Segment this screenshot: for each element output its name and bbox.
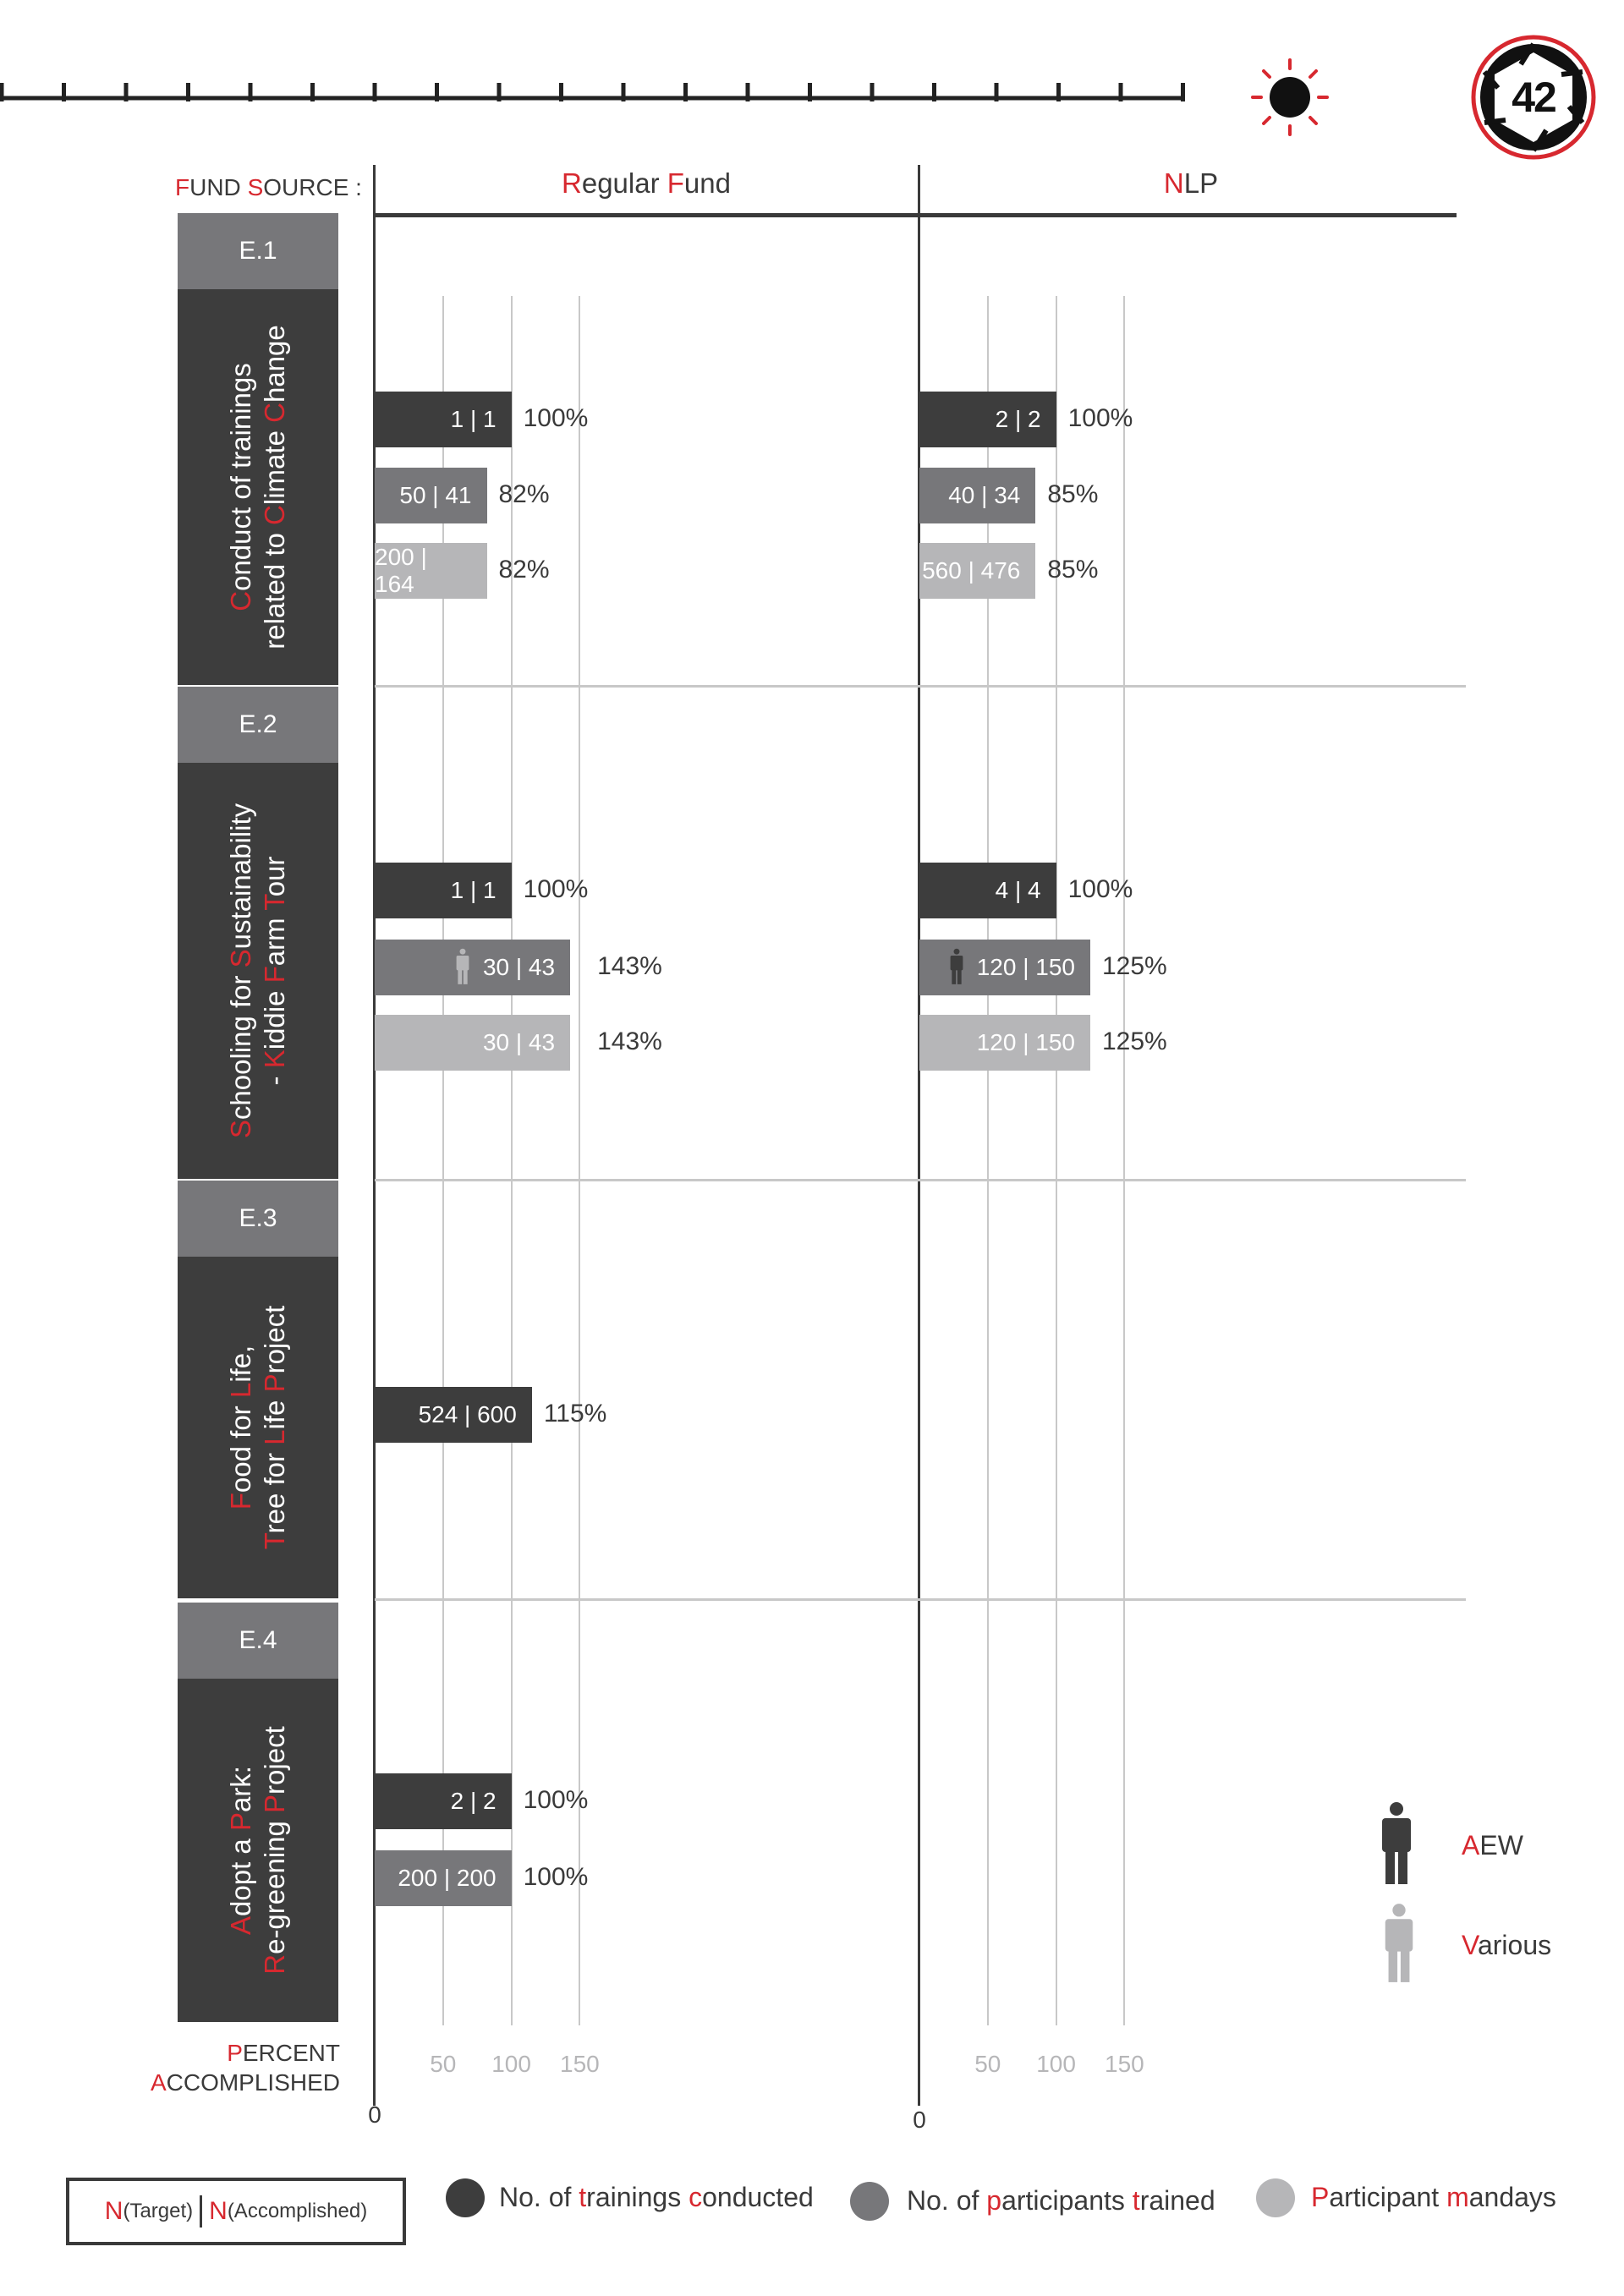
- y-axis-nlp: [918, 165, 920, 2106]
- category-label-e4: Adopt a Park: Re-greening Project: [225, 1726, 290, 1975]
- section-separator-3: [375, 1598, 1466, 1601]
- sun-icon: [1248, 55, 1332, 140]
- header-rule: [374, 213, 1457, 217]
- person-icon-dark: [1377, 1801, 1416, 1886]
- bar-value-label: 30 | 43: [482, 954, 556, 980]
- section-separator-2: [375, 1179, 1466, 1181]
- bar-percent-label: 100%: [523, 1863, 589, 1891]
- column-header-nlp: NLP: [1163, 167, 1219, 199]
- bar-value-label: 1 | 1: [450, 877, 497, 903]
- section-separator-1: [375, 685, 1466, 688]
- category-panel-e1: [178, 289, 338, 685]
- legend-dot-participants: [850, 2182, 889, 2221]
- bar-percent-label: 125%: [1102, 1027, 1167, 1055]
- category-panel-e2: [178, 763, 338, 1179]
- icon-legend-aew: [1377, 1801, 1416, 1890]
- bar-value-label: 30 | 43: [482, 1029, 556, 1055]
- x-zero-label-regular-fund: 0: [368, 2101, 381, 2128]
- bar-value-label: 50 | 41: [399, 482, 472, 508]
- bar-E1-regular-m: [375, 543, 487, 599]
- bar-percent-label: 82%: [498, 556, 550, 584]
- category-label-e3: Food for Life, Tree for Life Project: [225, 1305, 290, 1550]
- bar-percent-label: 143%: [597, 952, 662, 980]
- legend-label-trainings: No. of trainings conducted: [499, 2182, 814, 2212]
- bar-E2-regular-m: [375, 1015, 570, 1071]
- category-tab-e3: E.3: [178, 1181, 338, 1257]
- bar-E1-nlp-t: [919, 392, 1056, 447]
- bar-E2-nlp-p: [919, 940, 1090, 995]
- x-tick-label-nlp-150: 150: [1105, 2051, 1144, 2077]
- bar-E2-regular-p: [375, 940, 570, 995]
- x-tick-label-nlp-50: 50: [974, 2051, 1001, 2077]
- bar-value-label: 200 | 164: [375, 544, 427, 597]
- person-icon-dark: [948, 945, 965, 994]
- page-number: 42: [1512, 74, 1555, 121]
- key-box: N (Target) N (Accomplished): [66, 2178, 406, 2245]
- legend-dot-mandays: [1256, 2178, 1295, 2217]
- gridline-regular-fund-150: [579, 296, 580, 2025]
- percent-accomplished-label: PERCENT ACCOMPLISHED: [150, 2040, 340, 2096]
- bar-percent-label: 85%: [1047, 556, 1099, 584]
- person-icon-light: [454, 945, 471, 994]
- bar-percent-label: 125%: [1102, 952, 1167, 980]
- x-tick-label-regular-fund-100: 100: [491, 2051, 531, 2077]
- bar-percent-label: 100%: [523, 875, 589, 903]
- icon-legend-aew-label: AEW: [1462, 1830, 1523, 1860]
- icon-legend-various-label: Various: [1462, 1930, 1552, 1960]
- bar-E4-regular-p: [375, 1850, 512, 1906]
- bar-E1-regular-t: [375, 392, 512, 447]
- bar-value-label: 2 | 2: [995, 406, 1041, 432]
- legend-dot-trainings: [446, 2178, 485, 2217]
- bar-value-label: 560 | 476: [922, 557, 1021, 584]
- bar-value-label: 2 | 2: [450, 1788, 497, 1814]
- bar-percent-label: 100%: [523, 1786, 589, 1814]
- timeline-ruler: [0, 59, 1201, 101]
- bar-percent-label: 143%: [597, 1027, 662, 1055]
- gridline-nlp-150: [1123, 296, 1125, 2025]
- x-zero-label-nlp: 0: [913, 2107, 926, 2133]
- bar-E2-nlp-t: [919, 863, 1056, 918]
- x-tick-label-regular-fund-150: 150: [560, 2051, 600, 2077]
- legend-label-mandays: Participant mandays: [1311, 2182, 1556, 2212]
- bar-percent-label: 100%: [1067, 875, 1133, 903]
- fund-source-label: FUND SOURCE :: [175, 174, 362, 200]
- x-tick-label-regular-fund-50: 50: [430, 2051, 457, 2077]
- bar-value-label: 524 | 600: [418, 1401, 517, 1427]
- bar-percent-label: 100%: [523, 404, 589, 432]
- bar-E4-regular-t: [375, 1773, 512, 1829]
- bar-value-label: 40 | 34: [948, 482, 1021, 508]
- bar-value-label: 4 | 4: [995, 877, 1041, 903]
- page-badge: [1470, 34, 1597, 161]
- bar-percent-label: 100%: [1067, 404, 1133, 432]
- bar-percent-label: 85%: [1047, 480, 1099, 508]
- bar-E1-nlp-m: [919, 543, 1035, 599]
- bar-percent-label: 115%: [543, 1400, 607, 1427]
- legend-label-participants: No. of participants trained: [907, 2185, 1215, 2216]
- category-label-e2: Schooling for Sustainability - Kiddie Farm Tour: [225, 803, 290, 1139]
- bar-value-label: 120 | 150: [976, 954, 1075, 980]
- person-icon-light: [1380, 1903, 1418, 1984]
- bar-value-label: 120 | 150: [976, 1029, 1075, 1055]
- icon-legend-various: [1380, 1903, 1418, 1988]
- category-tab-e1: E.1: [178, 213, 338, 289]
- column-header-regular-fund: Regular Fund: [562, 167, 731, 199]
- category-label-e1: Conduct of trainings related to Climate Change: [225, 325, 290, 649]
- category-tab-e2: E.2: [178, 687, 338, 763]
- bar-E1-nlp-p: [919, 468, 1035, 523]
- bar-value-label: 1 | 1: [450, 406, 497, 432]
- bar-E3-regular-t: [375, 1387, 532, 1443]
- x-tick-label-nlp-100: 100: [1036, 2051, 1076, 2077]
- category-tab-e4: E.4: [178, 1603, 338, 1679]
- key-divider: [200, 2195, 202, 2228]
- category-panel-e3: [178, 1257, 338, 1598]
- category-panel-e4: [178, 1679, 338, 2022]
- bar-E1-regular-p: [375, 468, 487, 523]
- bar-percent-label: 82%: [498, 480, 550, 508]
- bar-value-label: 200 | 200: [398, 1865, 497, 1891]
- bar-E2-nlp-m: [919, 1015, 1090, 1071]
- bar-E2-regular-t: [375, 863, 512, 918]
